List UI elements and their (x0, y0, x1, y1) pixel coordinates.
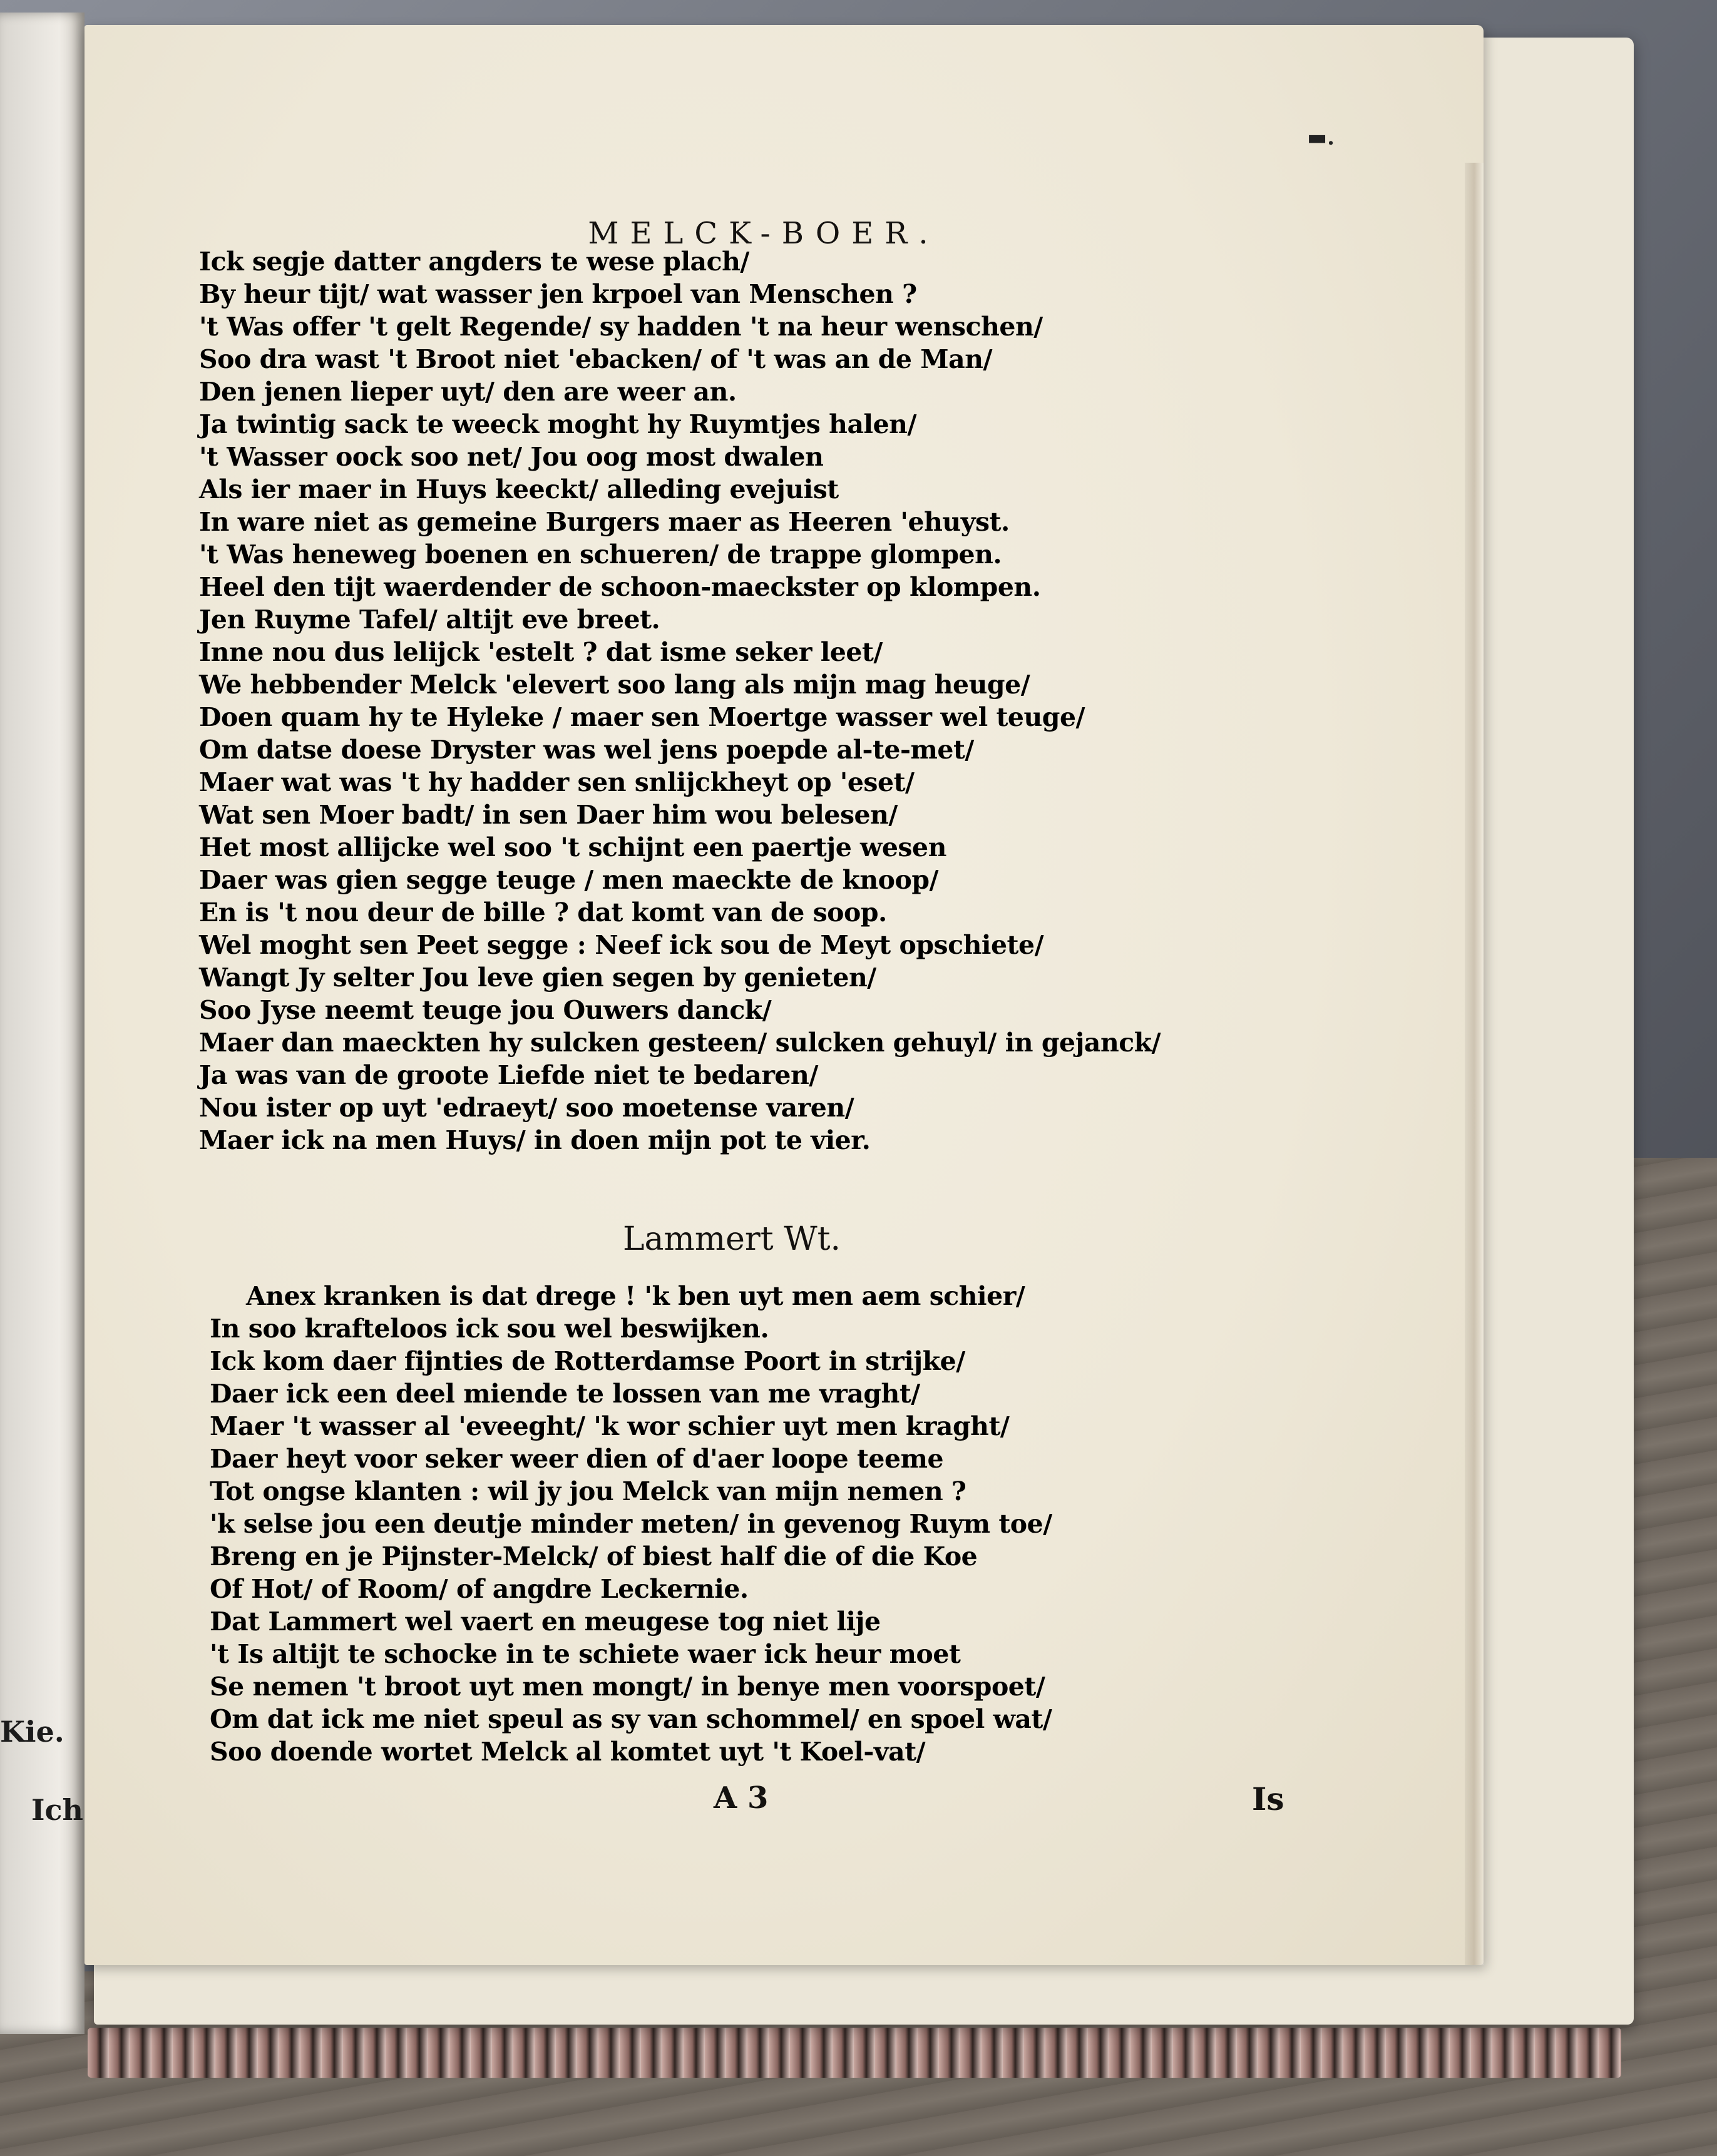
verse-line: 't Wasser oock soo net/ Jou oog most dwalen (199, 442, 824, 472)
corner-mark: ▬. (1307, 125, 1335, 150)
verse-line: Doen quam hy te Hyleke / maer sen Moertge wasser wel teuge/ (199, 702, 1085, 732)
verse-line: Wat sen Moer badt/ in sen Daer him wou belesen/ (199, 800, 898, 830)
verse-line: Daer ick een deel miende te lossen van me vraght/ (210, 1379, 920, 1409)
verse-line: 't Was heneweg boenen en schueren/ de trappe glompen. (199, 539, 1002, 570)
verse-line: Om datse doese Dryster was wel jens poepde al-te-met/ (199, 735, 974, 765)
catchword: Is (1252, 1780, 1284, 1817)
verse-line: En is 't nou deur de bille ? dat komt van de soop. (199, 897, 887, 927)
verse-line: Als ier maer in Huys keeckt/ alleding evejuist (199, 474, 839, 504)
speaker-heading: Lammert Wt. (623, 1220, 841, 1258)
verse-line: We hebbender Melck 'elevert soo lang als mijn mag heuge/ (199, 670, 1030, 700)
verse-line: Heel den tijt waerdender de schoon-maeckster op klompen. (199, 572, 1041, 602)
left-page-fragment-2: Ich (31, 1793, 83, 1827)
page-fold-shadow (1465, 163, 1484, 1965)
verse-line: Breng en je Pijnster-Melck/ of biest half die of die Koe (210, 1541, 978, 1571)
verse-line: Ick segje datter angders te wese plach/ (199, 247, 749, 277)
verse-line: Maer wat was 't hy hadder sen snlijckheyt op 'eset/ (199, 767, 915, 797)
stanza-2 (210, 1280, 1274, 1768)
stanza-1 (199, 245, 1263, 1157)
verse-line: Soo dra wast 't Broot niet 'ebacken/ of 't was an de Man/ (199, 344, 992, 374)
verse-line: Tot ongse klanten : wil jy jou Melck van mijn nemen ? (210, 1476, 966, 1506)
verse-line: Soo Jyse neemt teuge jou Ouwers danck/ (199, 995, 772, 1025)
verse-line: Ick kom daer fijnties de Rotterdamse Poort in strijke/ (210, 1346, 965, 1376)
verse-line: Ja twintig sack te weeck moght hy Ruymtjes halen/ (199, 409, 916, 439)
verse-line: In soo krafteloos ick sou wel beswijken. (210, 1314, 769, 1344)
verse-line: Se nemen 't broot uyt men mongt/ in benye men voorspoet/ (210, 1672, 1045, 1702)
verse-line: In ware niet as gemeine Burgers maer as Heeren 'ehuyst. (199, 507, 1010, 537)
verse-line: 't Was offer 't gelt Regende/ sy hadden 't na heur wenschen/ (199, 312, 1043, 342)
verse-line: Wel moght sen Peet segge : Neef ick sou de Meyt opschiete/ (199, 930, 1044, 960)
verse-line: Daer was gien segge teuge / men maeckte de knoop/ (199, 865, 939, 895)
verse-line: Of Hot/ of Room/ of angdre Leckernie. (210, 1574, 749, 1604)
verse-line: Anex kranken is dat drege ! 'k ben uyt men aem schier/ (246, 1281, 1025, 1311)
verse-line: Inne nou dus lelijck 'estelt ? dat isme seker leet/ (199, 637, 883, 667)
verse-line: Wangt Jy selter Jou leve gien segen by genieten/ (199, 963, 876, 993)
verse-line: Jen Ruyme Tafel/ altijt eve breet. (199, 605, 660, 635)
verse-line: Maer 't wasser al 'eveeght/ 'k wor schier uyt men kraght/ (210, 1411, 1010, 1441)
verse-line: Maer ick na men Huys/ in doen mijn pot te vier. (199, 1125, 871, 1155)
running-head: MELCK-BOER. (588, 216, 940, 251)
verse-line: 't Is altijt te schocke in te schiete waer ick heur moet (210, 1639, 961, 1669)
signature-mark: A 3 (714, 1780, 769, 1816)
verse-line: By heur tijt/ wat wasser jen krpoel van Menschen ? (199, 279, 917, 309)
verse-line: Nou ister op uyt 'edraeyt/ soo moetense varen/ (199, 1093, 854, 1123)
verse-line: Het most allijcke wel soo 't schijnt een paertje wesen (199, 832, 946, 862)
verse-line: Dat Lammert wel vaert en meugese tog niet lije (210, 1607, 881, 1637)
left-page-edge (0, 13, 85, 2034)
verse-line: Ja was van de groote Liefde niet te bedaren/ (199, 1060, 818, 1090)
verse-line: Daer heyt voor seker weer dien of d'aer loope teeme (210, 1444, 944, 1474)
left-page-fragment-1: Kie. (0, 1715, 64, 1749)
verse-line: Maer dan maeckten hy sulcken gesteen/ sulcken gehuyl/ in gejanck/ (199, 1028, 1161, 1058)
verse-line: Den jenen lieper uyt/ den are weer an. (199, 377, 737, 407)
verse-line: Soo doende wortet Melck al komtet uyt 't Koel-vat/ (210, 1737, 926, 1767)
verse-line: Om dat ick me niet speul as sy van schommel/ en spoel wat/ (210, 1704, 1052, 1734)
verse-line: 'k selse jou een deutje minder meten/ in gevenog Ruym toe/ (210, 1509, 1052, 1539)
marbled-cover-edge (88, 2028, 1621, 2078)
